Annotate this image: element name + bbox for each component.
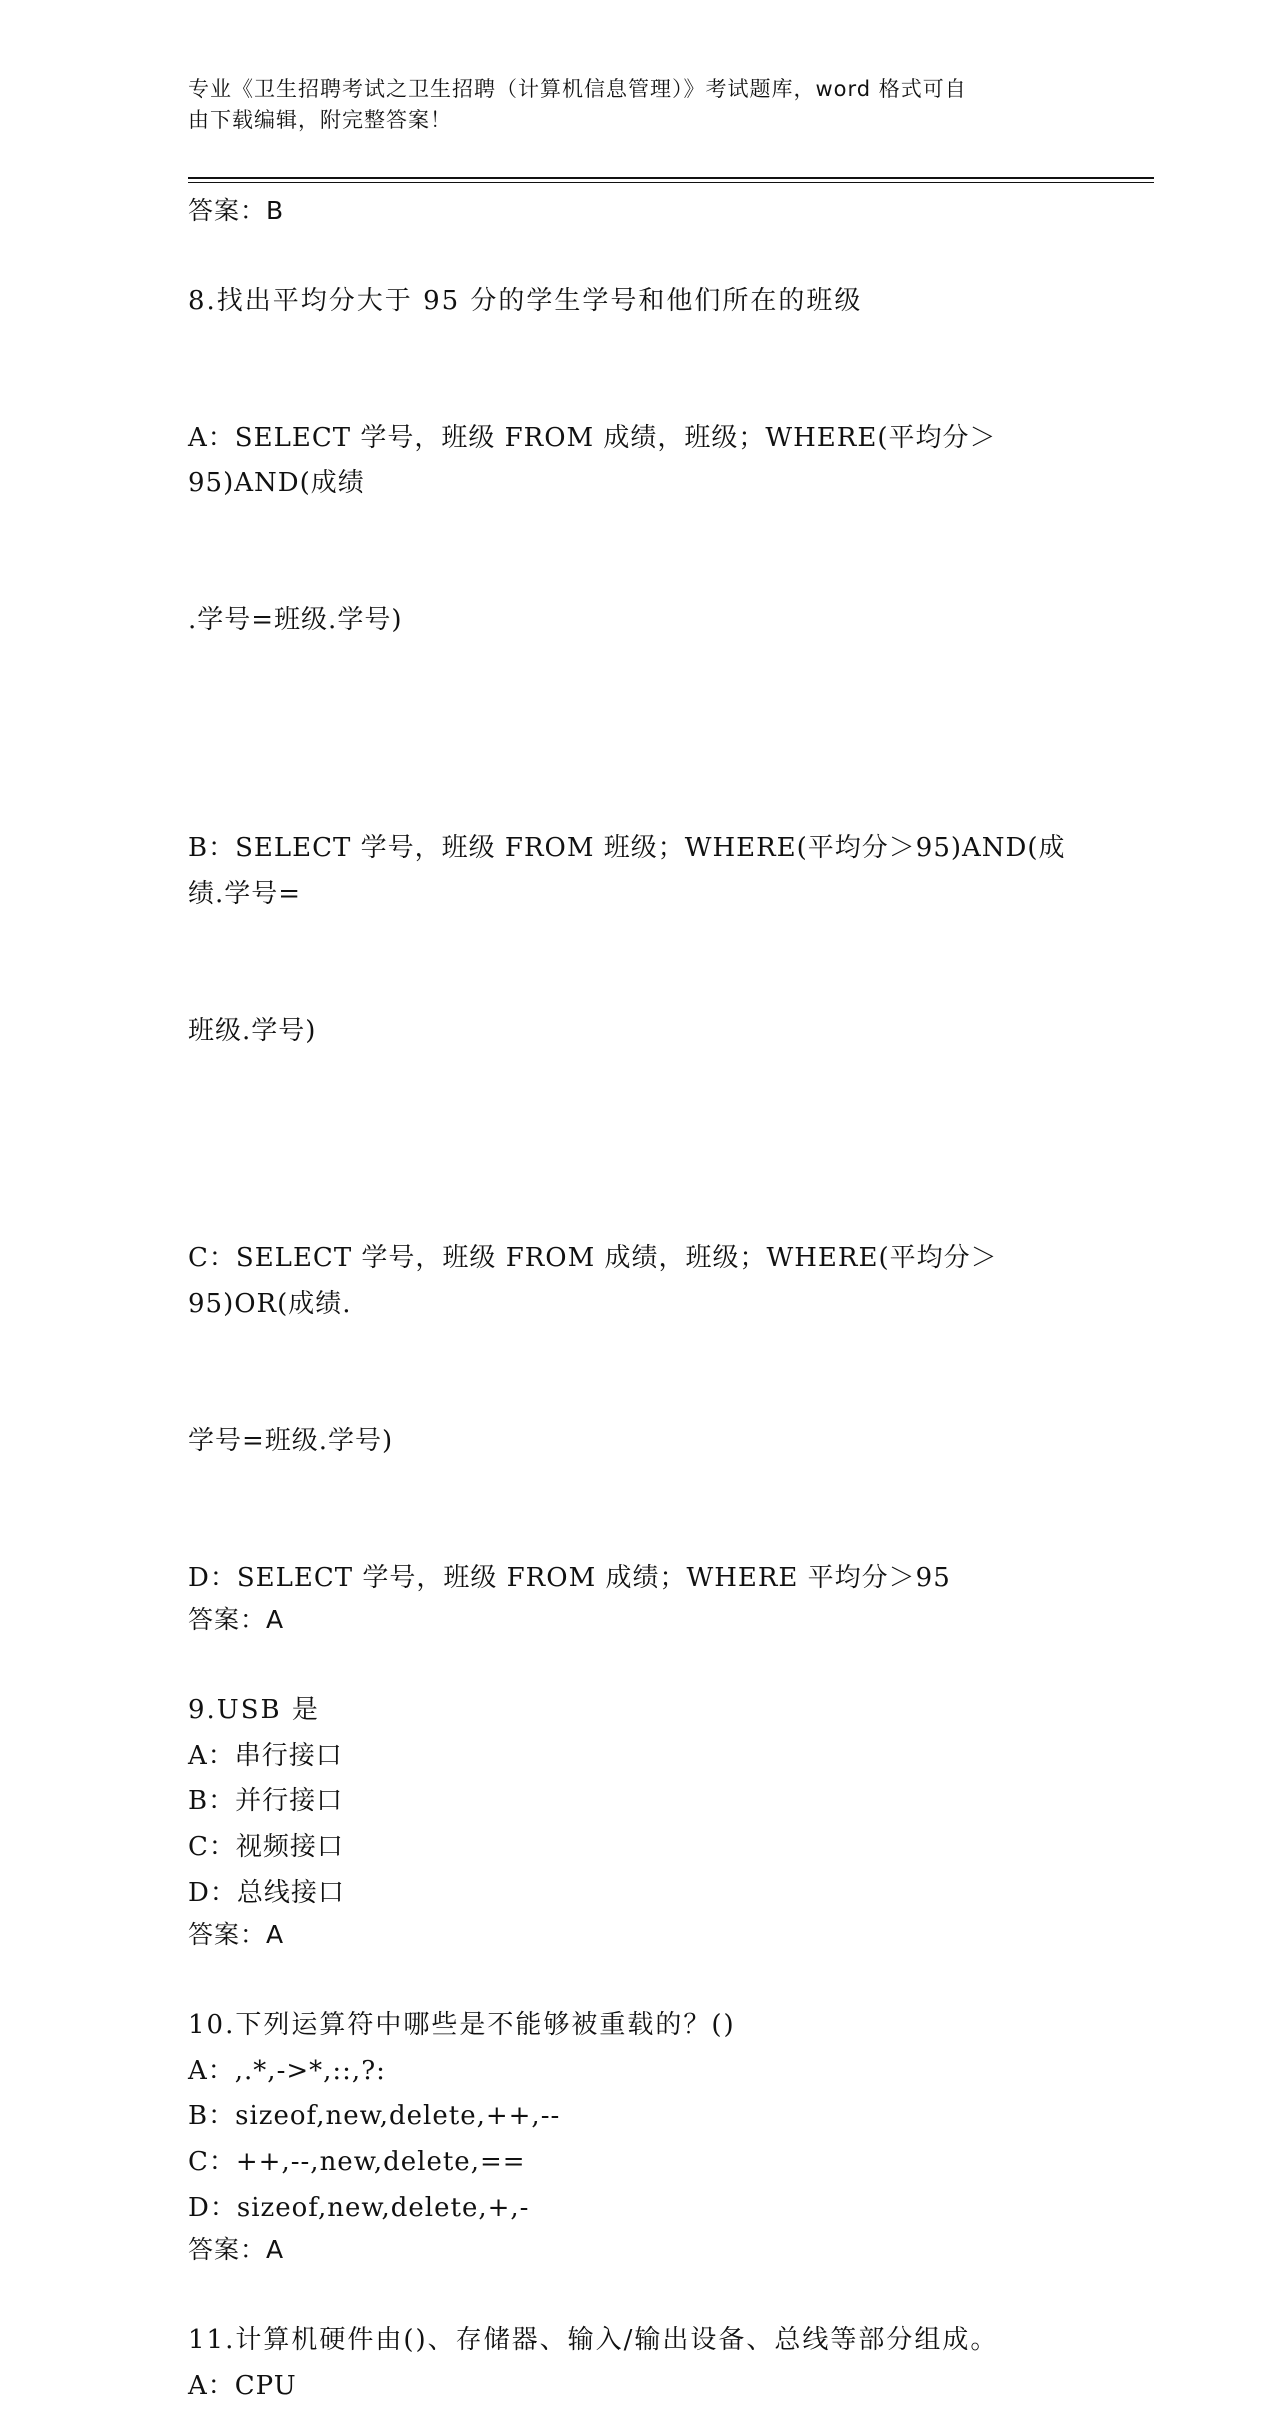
answer: 答案：A	[188, 1605, 285, 1635]
question-8	[188, 279, 1088, 1639]
answer: 答案：A	[188, 1920, 285, 1950]
spacer	[188, 230, 1088, 279]
option-d: D：sizeof,new,delete,+,-	[188, 2192, 530, 2223]
question-11	[188, 2318, 1088, 2409]
option-b: B：sizeof,new,delete,++,--	[188, 2101, 561, 2132]
question-title: 9.USB 是	[188, 1695, 320, 1726]
option-a: A：串行接口	[188, 1740, 343, 1771]
header-divider-thin	[188, 182, 1154, 183]
question-list	[188, 192, 1088, 2409]
question-title: 11.计算机硬件由()、存储器、输入/输出设备、总线等部分组成。	[188, 2325, 999, 2356]
header-line-1: 专业《卫生招聘考试之卫生招聘（计算机信息管理）》考试题库，word 格式可自	[188, 77, 967, 101]
option-c	[188, 1145, 1088, 1555]
question-10	[188, 2003, 1088, 2269]
spacer	[188, 1954, 1088, 2003]
previous-answer: 答案：B	[188, 196, 285, 225]
option-text-continued: .学号=班级.学号)	[188, 605, 403, 636]
option-d: D：总线接口	[188, 1877, 345, 1908]
option-text-continued: 学号=班级.学号)	[188, 1425, 394, 1456]
option-c: C：++,--,new,delete,==	[188, 2146, 526, 2177]
header-line-2: 由下载编辑，附完整答案！	[188, 108, 452, 132]
spacer	[188, 1639, 1088, 1688]
option-text: B：SELECT 学号，班级 FROM 班级；WHERE(平均分＞95)AND(成绩.学号=	[188, 833, 1066, 909]
option-a	[188, 325, 1088, 735]
option-text: A：SELECT 学号，班级 FROM 成绩，班级；WHERE(平均分＞95)AND(成绩	[188, 422, 997, 499]
option-a: A：CPU	[188, 2370, 297, 2401]
option-b	[188, 735, 1088, 1145]
document-header	[188, 74, 1068, 136]
spacer	[188, 2269, 1088, 2318]
question-9	[188, 1688, 1088, 1954]
question-title: 8.找出平均分大于 95 分的学生学号和他们所在的班级	[188, 286, 863, 316]
option-d: D：SELECT 学号，班级 FROM 成绩；WHERE 平均分＞95	[188, 1562, 951, 1593]
option-b: B：并行接口	[188, 1786, 344, 1817]
option-c: C：视频接口	[188, 1832, 344, 1862]
answer: 答案：A	[188, 2235, 285, 2265]
option-text-continued: 班级.学号)	[188, 1015, 317, 1046]
option-text: C：SELECT 学号，班级 FROM 成绩，班级；WHERE(平均分＞95)OR(成绩.	[188, 1243, 998, 1320]
question-title: 10.下列运算符中哪些是不能够被重载的？()	[188, 2010, 736, 2041]
option-a: A：,.*,->*,::,?:	[188, 2055, 386, 2086]
header-divider	[188, 177, 1154, 179]
